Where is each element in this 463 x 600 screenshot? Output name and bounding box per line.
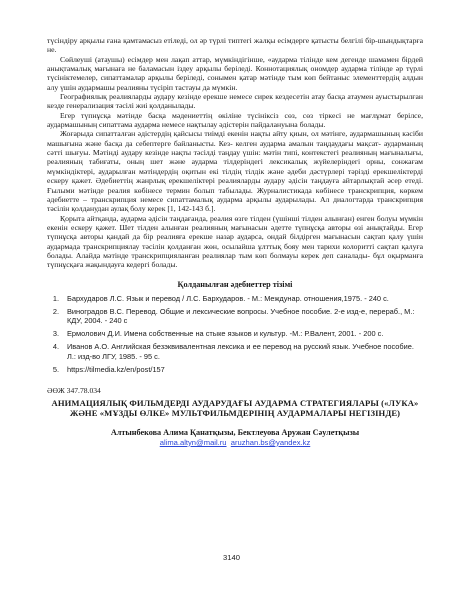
reference-number: 5. [52, 364, 59, 374]
article-title: АНИМАЦИЯЛЫҚ ФИЛЬМДЕРДІ АУДАРУДАҒЫ АУДАРМА СТРАТЕГИЯЛАРЫ («ЛУКА» ЖӘНЕ «МҰЗДЫ ӨЛКЕ» МУЛЬТФИЛЬМДЕРІНІҢ АУДАРМАЛАРЫ НЕГІЗІНДЕ) [51, 398, 419, 419]
body-paragraph: Қорыта айтқанда, аударма әдісін таңдағанда, реалия өзге тілден (үшінші тілден алынған) енген болуы мүмкін екенін ескеру қажет. Шет тілден алынған реалияның мағынасын әдетте түпнұсқа авторы өзі анықтайды. Егер түпнұсқа авторы қандай да бір реалияға ерекше назар аударса, ондай білдірген мағынасын сақтап қалу үшін аудармада транскрипциялау тәсілін қолданған жөн, осылайша ұлттық бояу мен тарихи колоритті сақтап қалуға болады. Алайда мәтінде транскрипцияланған реалиялар тым көп болмауы керек деп саналады- бұл оқырманға түпнұсқаға жақындауға кедергі болады. [47, 213, 423, 270]
reference-item [47, 329, 423, 338]
reference-text: Бархударов Л.С. Язык и перевод / Л.С. Бархударов. - М.: Междунар. отношения,1975. - 240 с. [67, 293, 389, 303]
email-link[interactable]: alima.altyn@mail.ru [159, 437, 227, 447]
article-body [47, 36, 423, 270]
reference-number: 1. [52, 293, 59, 303]
reference-item[interactable] [47, 365, 423, 374]
udc-code: ӘӨЖ 347.78.034 [47, 386, 101, 396]
body-paragraph: түсіндіру арқылы ғана қамтамасыз етіледі, ол әр түрлі типтегі жалқы есімдерге қатысты белгілі бір-шындықтарға не. [47, 36, 423, 55]
email-link[interactable]: aruzhan.bs@yandex.kz [230, 437, 311, 447]
reference-number: 3. [52, 329, 59, 339]
reference-number: 4. [52, 342, 59, 352]
reference-text: Виноградов В.С. Перевод. Общие и лексические вопросы. Учебное пособие. 2-е изд-е, перераб., М.: КДУ, 2004. - 240 с [67, 306, 415, 325]
page-number: 3140 [223, 553, 240, 562]
authors-line: Алтынбекова Алима Қанатқызы, Бектлеуова Аружан Сәулетқызы [110, 427, 360, 437]
body-paragraph: Жоғарыда сипатталған әдістердің қайсысы тиімді екенін нақты айту қиын, ол мәтінге, аудармашының кәсіби машығына және басқа да себептерге байланысты. Кез- келген аударма амалын таңдаудағы мақсат- аударманың сәтті шығуы. Мәтінді аудару кезінде нақты тәсілді таңдау үшін: мәтін типі, контекстегі реалияның мағыналығы, реалияның табиғаты, оның шет және аударма тілдеріндегі лексикалық жүйелеріндегі орны, сонжағам мүмкіндіктері, аударылған мәтіндердің оқитын екі тілдің тілдік және әдеби дәстүрлері тәрізді ерекшеліктерді ескеру қажет. Әдебиеттің жанрлық ерекшеліктері реалияларды аудару әдісін таңдауға айтарлықтай әсер етеді. Ғылыми мәтінде реалия көбінесе термин болып табылады. Журналистикада көбінесе транскрипция, көркем әдебиетте – транскрипция немесе сипаттамалық аударма арқылы аударылады. Ал диалогтарда транскрипция тәсілін қолданудан аулақ болу керек [1, 142-143 б.]. [47, 129, 423, 214]
body-paragraph: Егер түпнұсқа мәтінде басқа мәдениеттің өкіліне түсініксіз сөз, сөз тіркесі не мағлұмат берілсе, аудармашының сипаттама аударма немесе нақтылау әдістерін пайдалануына болады. [47, 110, 423, 130]
body-paragraph: Сөйлеуші (атаушы) есімдер мен лақап аттар, мүмкіндігінше, «аударма тілінде кем дегенде шамамен бірдей анықтамалық мағынаға не баламасын іздеу арқылы беріледі. Коннотациялық ономдер аударма тілінде әр түрлі түсініктемелер, сипаттамалар арқылы беріледі, сонымен қатар мәтінде тым көп бейтаныс элементтердің алдын алу үшін аудармашы реалияны түсіріп тастауы да мүмкін. [47, 54, 423, 92]
reference-item [47, 342, 423, 360]
body-paragraph: Географиялық реалияларды аудару кезінде ерекше немесе сирек кездесетін атау басқа атаумен ауыстырылған кезде генерализация тәсілі жиі қолданылады. [47, 92, 423, 111]
reference-link[interactable]: https://tilmedia.kz/en/post/157 [67, 364, 165, 374]
reference-number: 2. [52, 306, 59, 316]
reference-item [47, 294, 423, 303]
reference-text: Ермолович Д.И. Имена собственные на стыке языков и культур. -М.: Р.Валент, 2001. - 200 с. [67, 329, 384, 339]
references-list [47, 294, 423, 374]
author-emails [47, 438, 423, 447]
references-title: Қолданылған әдебиеттер тізімі [177, 279, 293, 289]
reference-item [47, 307, 423, 325]
reference-text: Иванов А.О. Английская безэквивалентная лексика и ее перевод на русский язык. Учебное пособие. Л.: изд-во ЛГУ, 1985. - 95 с. [67, 342, 414, 361]
